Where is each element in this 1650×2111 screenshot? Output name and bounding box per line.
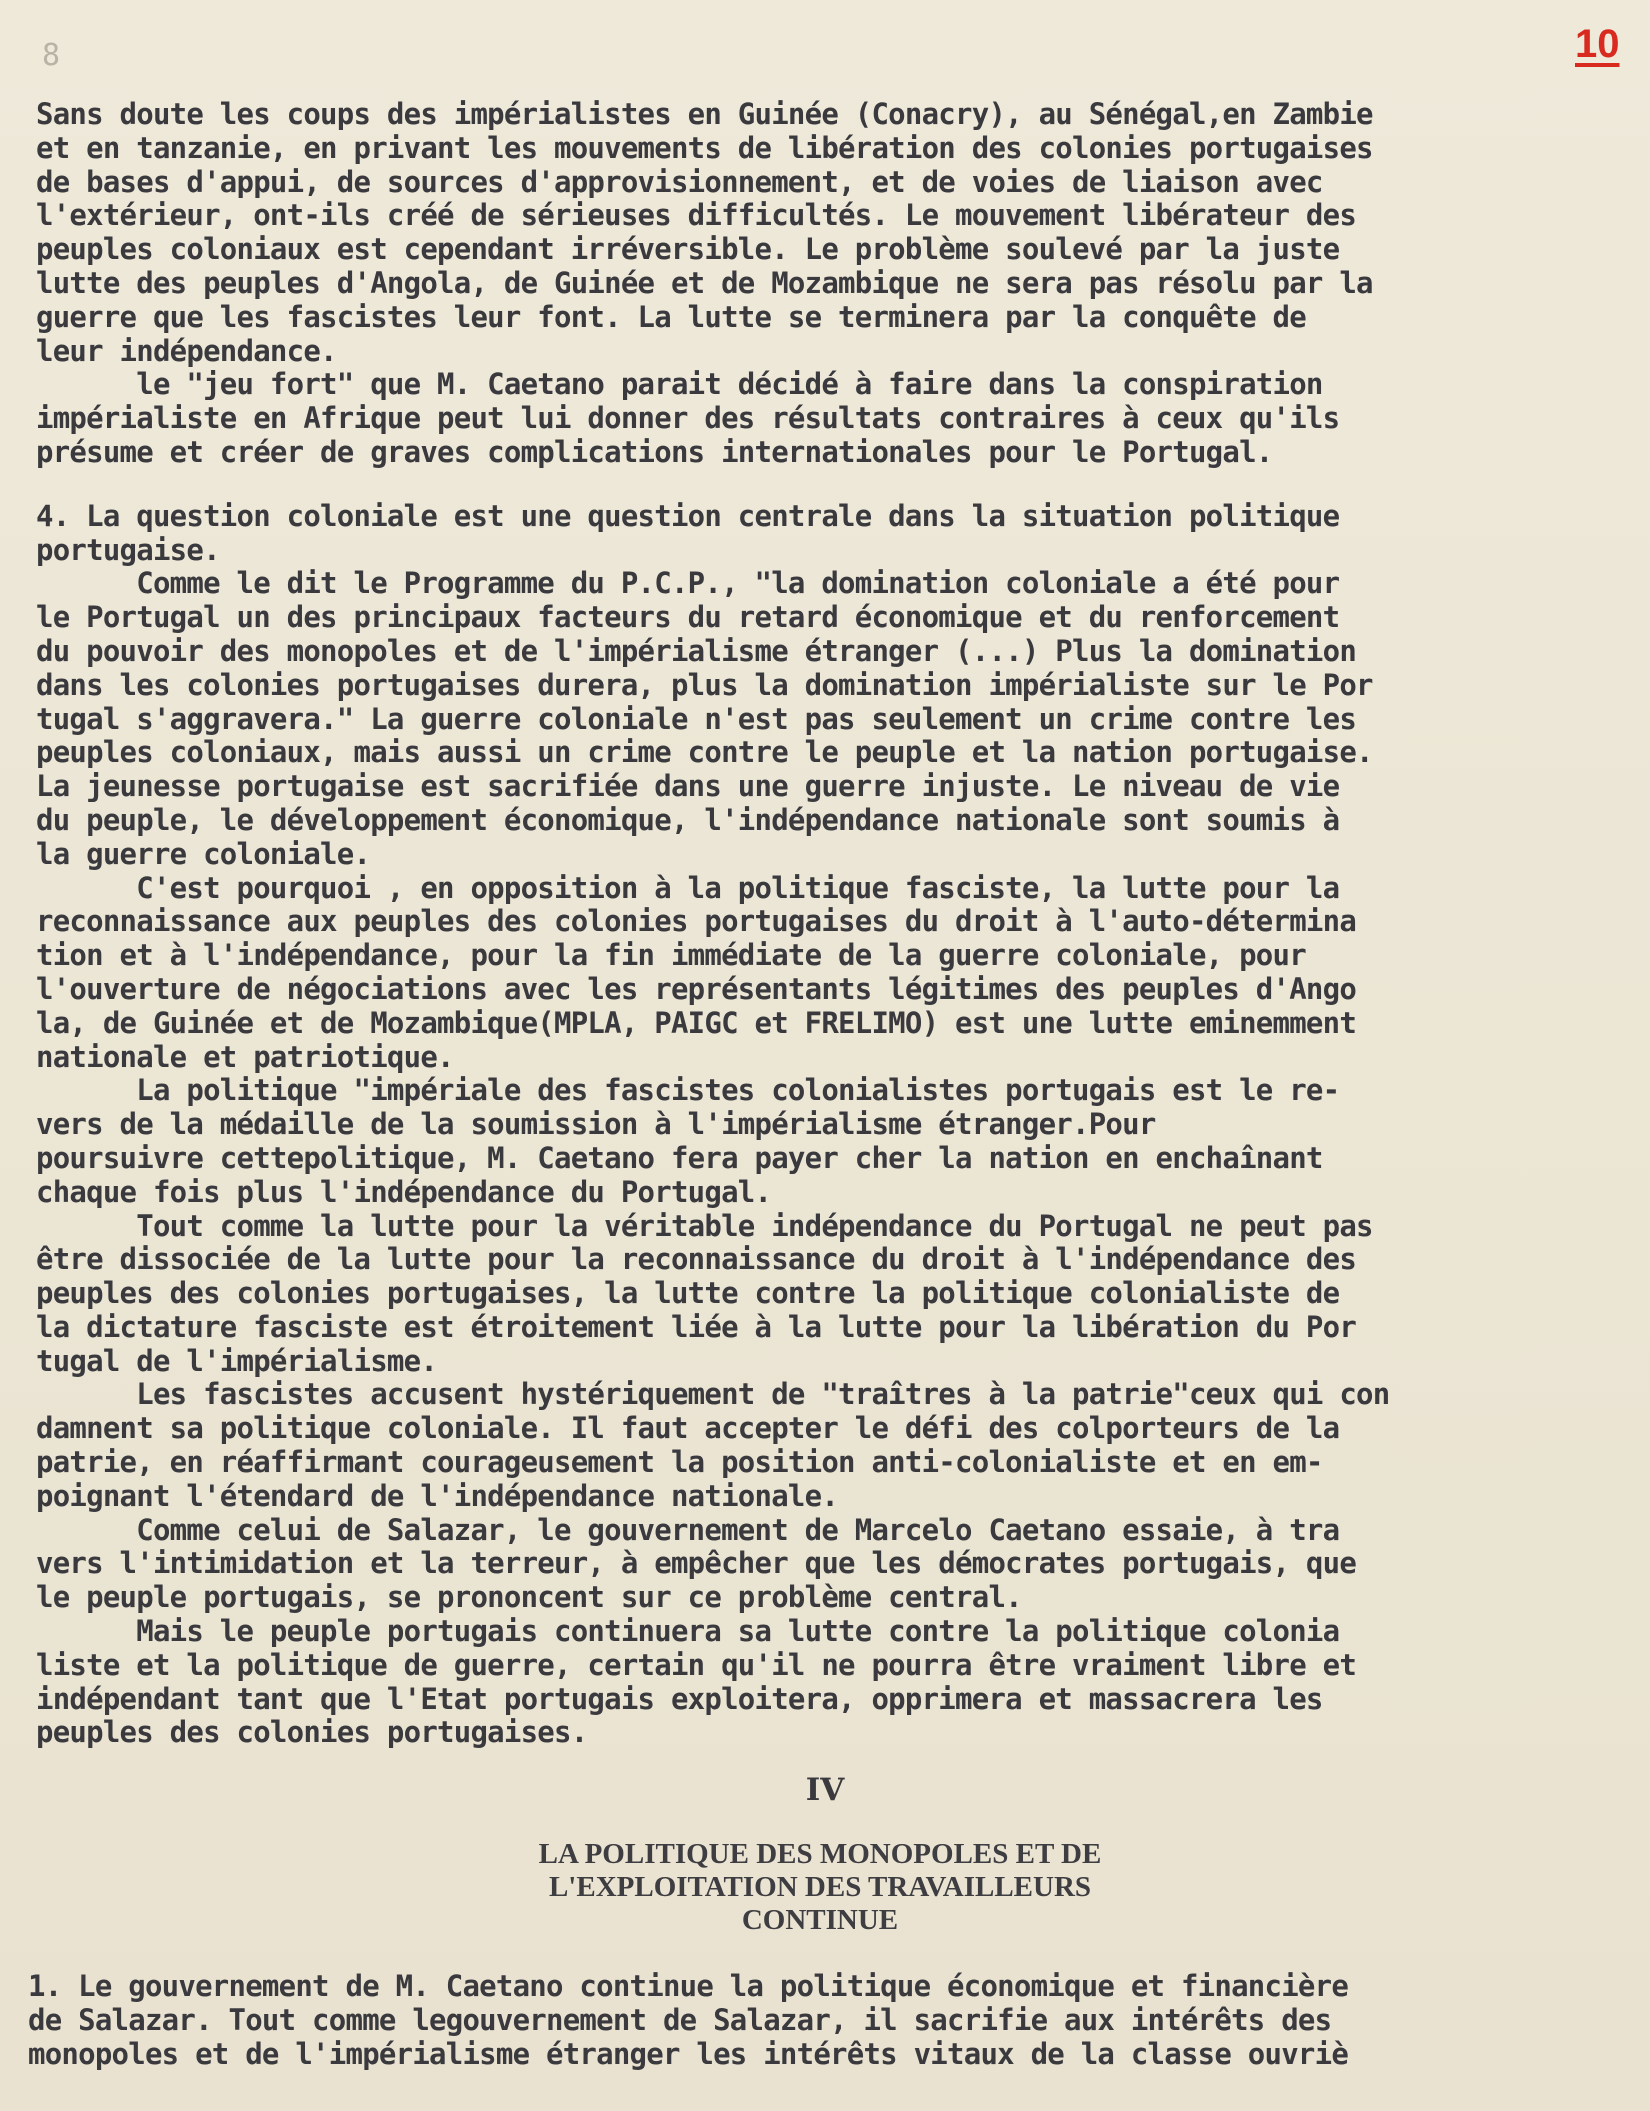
text-line: de Salazar. Tout comme legouvernement de Salazar, il sacrifie aux intérêts des <box>28 2002 1332 2037</box>
text-line: la guerre coloniale. <box>36 836 371 871</box>
section-title <box>460 1838 1180 1937</box>
text-line: le "jeu fort" que M. Caetano parait décidé à faire dans la conspiration <box>36 367 1323 402</box>
text-line: peuples coloniaux, mais aussi un crime contre le peuple et la nation portugaise. <box>36 735 1373 770</box>
text-line: impérialiste en Afrique peut lui donner des résultats contraires à ceux qu'ils <box>36 401 1340 436</box>
text-line: Sans doute les coups des impérialistes en Guinée (Conacry), au Sénégal,en Zambie <box>36 97 1373 131</box>
text-line: vers l'intimidation et la terreur, à empêcher que les démocrates portugais, que <box>36 1546 1357 1581</box>
text-line: de bases d'appui, de sources d'approvisionnement, et de voies de liaison avec <box>36 164 1323 199</box>
text-line: du pouvoir des monopoles et de l'impérialisme étranger (...) Plus la domination <box>36 633 1357 668</box>
text-line: reconnaissance aux peuples des colonies portugaises du droit à l'auto-détermina <box>36 904 1357 939</box>
section-title-line: CONTINUE <box>741 1904 899 1936</box>
text-line: peuples des colonies portugaises, la lutte contre la politique colonialiste de <box>36 1276 1340 1311</box>
text-line: peuples des colonies portugaises. <box>36 1715 588 1750</box>
paragraph <box>36 1378 1626 1513</box>
body-text <box>36 98 1626 1750</box>
section-title-line: LA POLITIQUE DES MONOPOLES ET DE <box>538 1838 1102 1870</box>
text-line: dans les colonies portugaises durera, plus la domination impérialiste sur le Por <box>36 667 1373 702</box>
text-line: poursuivre cettepolitique, M. Caetano fera payer cher la nation en enchaînant <box>36 1140 1323 1175</box>
paragraph <box>36 1210 1626 1379</box>
text-line: le Portugal un des principaux facteurs du retard économique et du renforcement <box>36 600 1340 635</box>
text-line: la dictature fasciste est étroitement liée à la lutte pour la libération du Por <box>36 1309 1357 1344</box>
text-line: la, de Guinée et de Mozambique(MPLA, PAIGC et FRELIMO) est une lutte eminemment <box>36 1005 1357 1040</box>
text-line: nationale et patriotique. <box>36 1039 454 1074</box>
paragraph <box>36 1514 1626 1615</box>
text-line: être dissociée de la lutte pour la reconnaissance du droit à l'indépendance des <box>36 1242 1357 1277</box>
text-line: 1. Le gouvernement de M. Caetano continue la politique économique et financière <box>28 1969 1349 2003</box>
text-line: 4. La question coloniale est une question centrale dans la situation politique <box>36 498 1340 533</box>
text-line: tugal s'aggravera." La guerre coloniale n'est pas seulement un crime contre les <box>36 701 1357 736</box>
paragraph <box>36 98 1626 368</box>
paragraph <box>36 1615 1626 1750</box>
text-line: La politique "impériale des fascistes colonialistes portugais est le re- <box>36 1073 1340 1108</box>
text-line: et en tanzanie, en privant les mouvements de libération des colonies portugaises <box>36 130 1373 165</box>
text-line: leur indépendance. <box>36 333 337 368</box>
text-line: chaque fois plus l'indépendance du Portugal. <box>36 1174 772 1209</box>
text-line: vers de la médaille de la soumission à l'impérialisme étranger.Pour <box>36 1107 1156 1142</box>
text-line: l'extérieur, ont-ils créé de sérieuses difficultés. Le mouvement libérateur des <box>36 198 1357 233</box>
text-line: indépendant tant que l'Etat portugais exploitera, opprimera et massacrera les <box>36 1681 1323 1716</box>
text-line: tion et à l'indépendance, pour la fin immédiate de la guerre coloniale, pour <box>36 938 1306 973</box>
section-title-line: L'EXPLOITATION DES TRAVAILLEURS <box>548 1871 1092 1903</box>
text-line: Comme celui de Salazar, le gouvernement de Marcelo Caetano essaie, à tra <box>36 1512 1340 1547</box>
text-line: l'ouverture de négociations avec les représentants légitimes des peuples d'Ango <box>36 971 1357 1006</box>
text-line: du peuple, le développement économique, l'indépendance nationale sont soumis à <box>36 802 1340 837</box>
paragraph <box>36 872 1626 1075</box>
paragraph <box>36 500 1626 568</box>
text-line: Tout comme la lutte pour la véritable indépendance du Portugal ne peut pas <box>36 1208 1373 1243</box>
closing-paragraph <box>28 1970 1628 2071</box>
text-line: guerre que les fascistes leur font. La lutte se terminera par la conquête de <box>36 299 1306 334</box>
text-line: La jeunesse portugaise est sacrifiée dans une guerre injuste. Le niveau de vie <box>36 769 1340 804</box>
paragraph <box>36 1074 1626 1209</box>
text-line: présume et créer de graves complications internationales pour le Portugal. <box>36 434 1273 469</box>
section-number: IV <box>805 1772 845 1808</box>
text-line: Comme le dit le Programme du P.C.P., "la domination coloniale a été pour <box>36 566 1340 601</box>
text-line: damnent sa politique coloniale. Il faut accepter le défi des colporteurs de la <box>36 1411 1340 1446</box>
text-line: lutte des peuples d'Angola, de Guinée et de Mozambique ne sera pas résolu par la <box>36 265 1373 300</box>
text-line: poignant l'étendard de l'indépendance nationale. <box>36 1478 839 1513</box>
text-line: peuples coloniaux est cependant irréversible. Le problème soulevé par la juste <box>36 232 1340 267</box>
text-line: liste et la politique de guerre, certain qu'il ne pourra être vraiment libre et <box>36 1647 1357 1682</box>
text-line: le peuple portugais, se prononcent sur ce problème central. <box>36 1580 1022 1615</box>
text-line: tugal de l'impérialisme. <box>36 1343 438 1378</box>
text-line: patrie, en réaffirmant courageusement la position anti-colonialiste et en em- <box>36 1445 1323 1480</box>
text-line: C'est pourquoi , en opposition à la politique fasciste, la lutte pour la <box>36 870 1340 905</box>
text-line: Les fascistes accusent hystériquement de "traîtres à la patrie"ceux qui con <box>36 1377 1390 1412</box>
corner-mark: 8 <box>42 38 61 73</box>
paragraph <box>36 368 1626 469</box>
text-line: portugaise. <box>36 532 220 567</box>
paragraph <box>36 567 1626 871</box>
paragraph-gap <box>36 470 1626 500</box>
text-line: monopoles et de l'impérialisme étranger les intérêts vitaux de la classe ouvriè <box>28 2036 1349 2071</box>
text-line: Mais le peuple portugais continuera sa lutte contre la politique colonia <box>36 1614 1340 1649</box>
page-number: 10 <box>1575 22 1620 66</box>
